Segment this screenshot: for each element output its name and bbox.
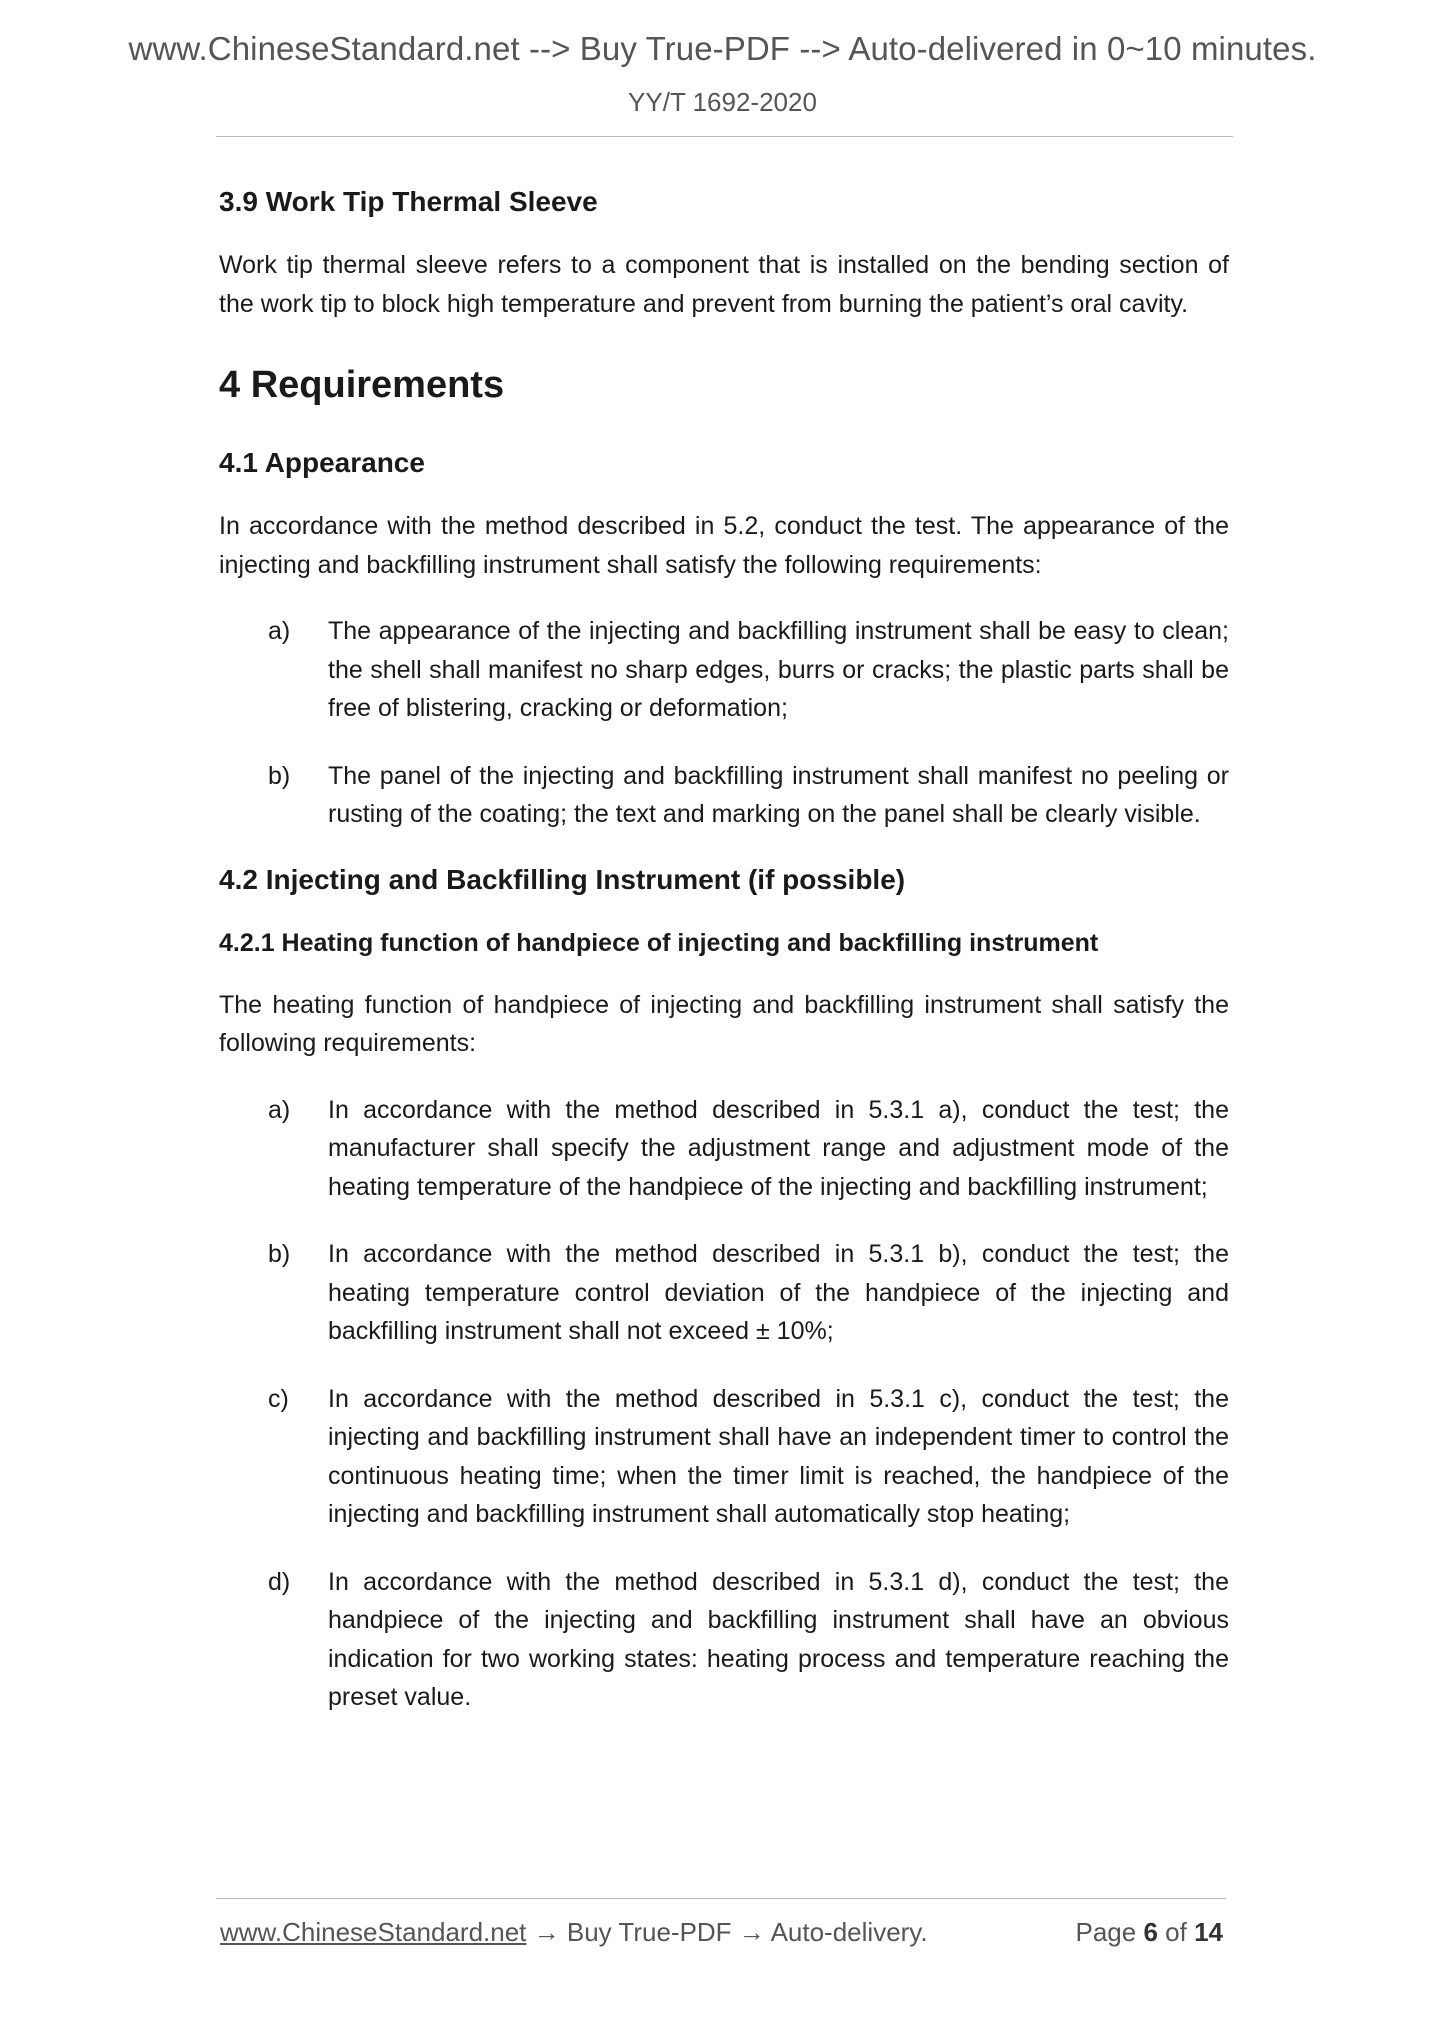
- list-item-marker: d): [268, 1567, 291, 1596]
- standard-code: YY/T 1692-2020: [628, 87, 817, 117]
- list-item-marker: a): [268, 1095, 291, 1124]
- list-item: [219, 1563, 1229, 1717]
- section-4-1-list: [219, 612, 1229, 834]
- page-of-label: of: [1165, 1917, 1187, 1947]
- page-total: 14: [1194, 1917, 1223, 1947]
- section-3-9-text: Work tip thermal sleeve refers to a component that is installed on the bending section of the work tip to block high temperature and prevent from burning the patient’s oral cavity.: [219, 251, 1229, 318]
- list-item: [219, 1235, 1229, 1351]
- list-item-text: In accordance with the method described in 5.3.1 d), conduct the test; the handpiece of the injecting and backfilling instrument shall have an obvious indication for two working states: heating process and temperature reaching the preset value.: [328, 1567, 1229, 1711]
- footer-divider: [216, 1898, 1226, 1899]
- list-item: [219, 1091, 1229, 1207]
- list-item-text: In accordance with the method described in 5.3.1 b), conduct the test; the heating temperature control deviation of the handpiece of the injecting and backfilling instrument shall not exceed ± 10%;: [328, 1240, 1229, 1345]
- section-4-2-1-list: [219, 1091, 1229, 1717]
- list-item: [219, 757, 1229, 834]
- section-3-9-title: 3.9 Work Tip Thermal Sleeve: [219, 186, 598, 217]
- list-item: [219, 1380, 1229, 1534]
- list-item-marker: a): [268, 617, 291, 645]
- list-item-text: In accordance with the method described in 5.3.1 a), conduct the test; the manufacturer shall specify the adjustment range and adjustment mode of the heating temperature of the handpiece of the injecting and backfilling instrument;: [328, 1095, 1229, 1201]
- footer-site-link[interactable]: www.ChineseStandard.net: [220, 1917, 527, 1947]
- section-4-2-1-title: 4.2.1 Heating function of handpiece of injecting and backfilling instrument: [219, 928, 1099, 957]
- footer-promo-text: → Buy True-PDF → Auto-delivery.: [526, 1917, 928, 1947]
- page-current: 6: [1143, 1917, 1158, 1947]
- section-4-2-title: 4.2 Injecting and Backfilling Instrument (if possible): [219, 863, 906, 895]
- header-divider: [216, 136, 1233, 137]
- page-label: Page: [1075, 1917, 1137, 1947]
- section-4-1-text: In accordance with the method described in 5.2, conduct the test. The appearance of the injecting and backfilling instrument shall satisfy the following requirements:: [219, 512, 1229, 579]
- list-item-marker: c): [268, 1384, 289, 1413]
- list-item-text: The panel of the injecting and backfilling instrument shall manifest no peeling or rusting of the coating; the text and marking on the panel shall be clearly visible.: [328, 761, 1229, 828]
- section-4-2-1-text: The heating function of handpiece of injecting and backfilling instrument shall satisfy the following requirements:: [219, 990, 1229, 1057]
- chapter-4-title: 4 Requirements: [219, 364, 505, 406]
- list-item-marker: b): [268, 761, 291, 790]
- top-banner: www.ChineseStandard.net --> Buy True-PDF --> Auto-delivered in 0~10 minutes.: [128, 30, 1317, 67]
- page-indicator: [1075, 1917, 1223, 1948]
- section-4-1-title: 4.1 Appearance: [219, 447, 425, 478]
- list-item: [219, 612, 1229, 728]
- document-body: [219, 182, 1229, 1743]
- list-item-text: The appearance of the injecting and backfilling instrument shall be easy to clean; the shell shall manifest no sharp edges, burrs or cracks; the plastic parts shall be free of blistering, cracking or deformation;: [328, 617, 1229, 722]
- list-item-text: In accordance with the method described in 5.3.1 c), conduct the test; the injecting and backfilling instrument shall have an independent timer to control the continuous heating time; when the timer limit is reached, the handpiece of the injecting and backfilling instrument shall automatically stop heating;: [328, 1384, 1229, 1528]
- footer-promo: [220, 1917, 928, 1948]
- list-item-marker: b): [268, 1240, 291, 1268]
